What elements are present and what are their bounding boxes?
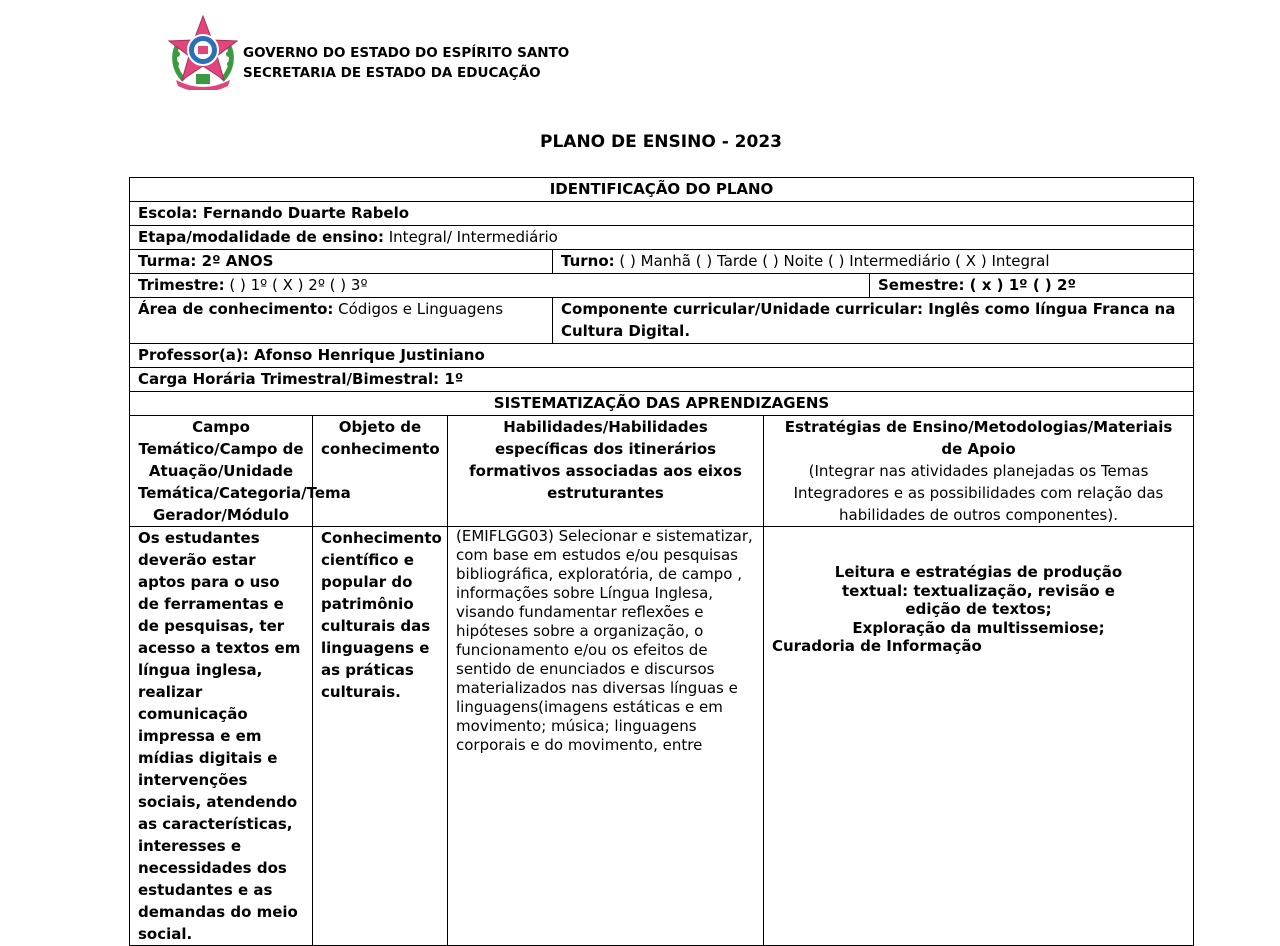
strategy-line-5: Curadoria de Informação <box>772 637 982 655</box>
government-header-text <box>243 43 569 83</box>
systematization-section-title: SISTEMATIZAÇÃO DAS APRENDIZAGENS <box>130 392 1194 416</box>
strategies-header-title: Estratégias de Ensino/Metodologias/Materiais de Apoio <box>784 418 1173 458</box>
semester-field <box>870 274 1194 298</box>
semester-options: ( x ) 1º ( ) 2º <box>964 276 1076 294</box>
shift-field <box>553 250 1194 274</box>
area-label: Área de conhecimento: <box>138 300 334 318</box>
strategy-line-3: edição de textos; <box>905 600 1052 618</box>
stage-label: Etapa/modalidade de ensino: <box>138 228 384 246</box>
thematic-field-content: Os estudantes deverão estar aptos para o uso de ferramentas e de pesquisas, ter acesso a textos em língua inglesa, realizar comunicação impressa e em mídias digitais e intervenções sociais, atendendo as características, interesses e necessidades dos estudantes e as demandas do meio social. <box>130 527 313 946</box>
stage-value: Integral/ Intermediário <box>383 228 558 246</box>
semester-label: Semestre: <box>878 276 965 294</box>
area-value: Códigos e Linguagens <box>333 300 504 318</box>
column-header-knowledge-object: Objeto de conhecimento <box>313 416 448 527</box>
secretariat-name: SECRETARIA DE ESTADO DA EDUCAÇÃO <box>243 65 541 81</box>
trimester-label: Trimestre: <box>138 276 225 294</box>
teacher-name: Professor(a): Afonso Henrique Justiniano <box>130 344 1194 368</box>
trimester-options: ( ) 1º ( X ) 2º ( ) 3º <box>224 276 368 294</box>
school-name: Escola: Fernando Duarte Rabelo <box>130 202 1194 226</box>
identification-section-title: IDENTIFICAÇÃO DO PLANO <box>130 178 1194 202</box>
knowledge-object-content: Conhecimento científico e popular do patrimônio culturais das linguagens e as práticas culturais. <box>313 527 448 946</box>
government-name: GOVERNO DO ESTADO DO ESPÍRITO SANTO <box>243 45 570 61</box>
strategy-line-4: Exploração da multissemiose; <box>852 618 1105 637</box>
shift-options: ( ) Manhã ( ) Tarde ( ) Noite ( ) Intermediário ( X ) Integral <box>614 252 1050 270</box>
teaching-plan-table <box>129 177 1194 946</box>
trimester-field <box>130 274 870 298</box>
strategies-center-block <box>772 563 1185 637</box>
skills-content: (EMIFLGG03) Selecionar e sistematizar, com base em estudos e/ou pesquisas bibliográfica, exploratória, de campo , informações sobre Língua Inglesa, visando fundamentar reflexões e hipóteses sobre a organização, o funcionamento e/ou os efeitos de sentido de enunciados e discursos materializados nas diversas línguas e linguagens(imagens estáticas e em movimento; música; linguagens corporais e do movimento, entre <box>448 527 764 946</box>
column-header-thematic-field: Campo Temático/Campo de Atuação/Unidade Temática/Categoria/Tema Gerador/Módulo <box>130 416 313 527</box>
stage-modality <box>130 226 1194 250</box>
page-header <box>168 14 618 94</box>
workload: Carga Horária Trimestral/Bimestral: 1º <box>130 368 1194 392</box>
state-emblem-icon <box>168 14 238 90</box>
strategy-line-2: textual: textualização, revisão e <box>842 581 1115 600</box>
curricular-component: Componente curricular/Unidade curricular: Inglês como língua Franca na Cultura Digital. <box>553 298 1194 344</box>
column-header-skills: Habilidades/Habilidades específicas dos itinerários formativos associadas aos eixos estruturantes <box>448 416 764 527</box>
class-group: Turma: 2º ANOS <box>130 250 553 274</box>
document-title: PLANO DE ENSINO - 2023 <box>540 132 782 152</box>
strategy-line-1: Leitura e estratégias de produção <box>834 563 1123 581</box>
strategies-content <box>764 527 1194 946</box>
shift-label: Turno: <box>561 252 615 270</box>
column-header-strategies <box>764 416 1194 527</box>
knowledge-area <box>130 298 553 344</box>
strategies-header-note: (Integrar nas atividades planejadas os Temas Integradores e as possibilidades com relação das habilidades de outros componentes). <box>793 462 1164 524</box>
